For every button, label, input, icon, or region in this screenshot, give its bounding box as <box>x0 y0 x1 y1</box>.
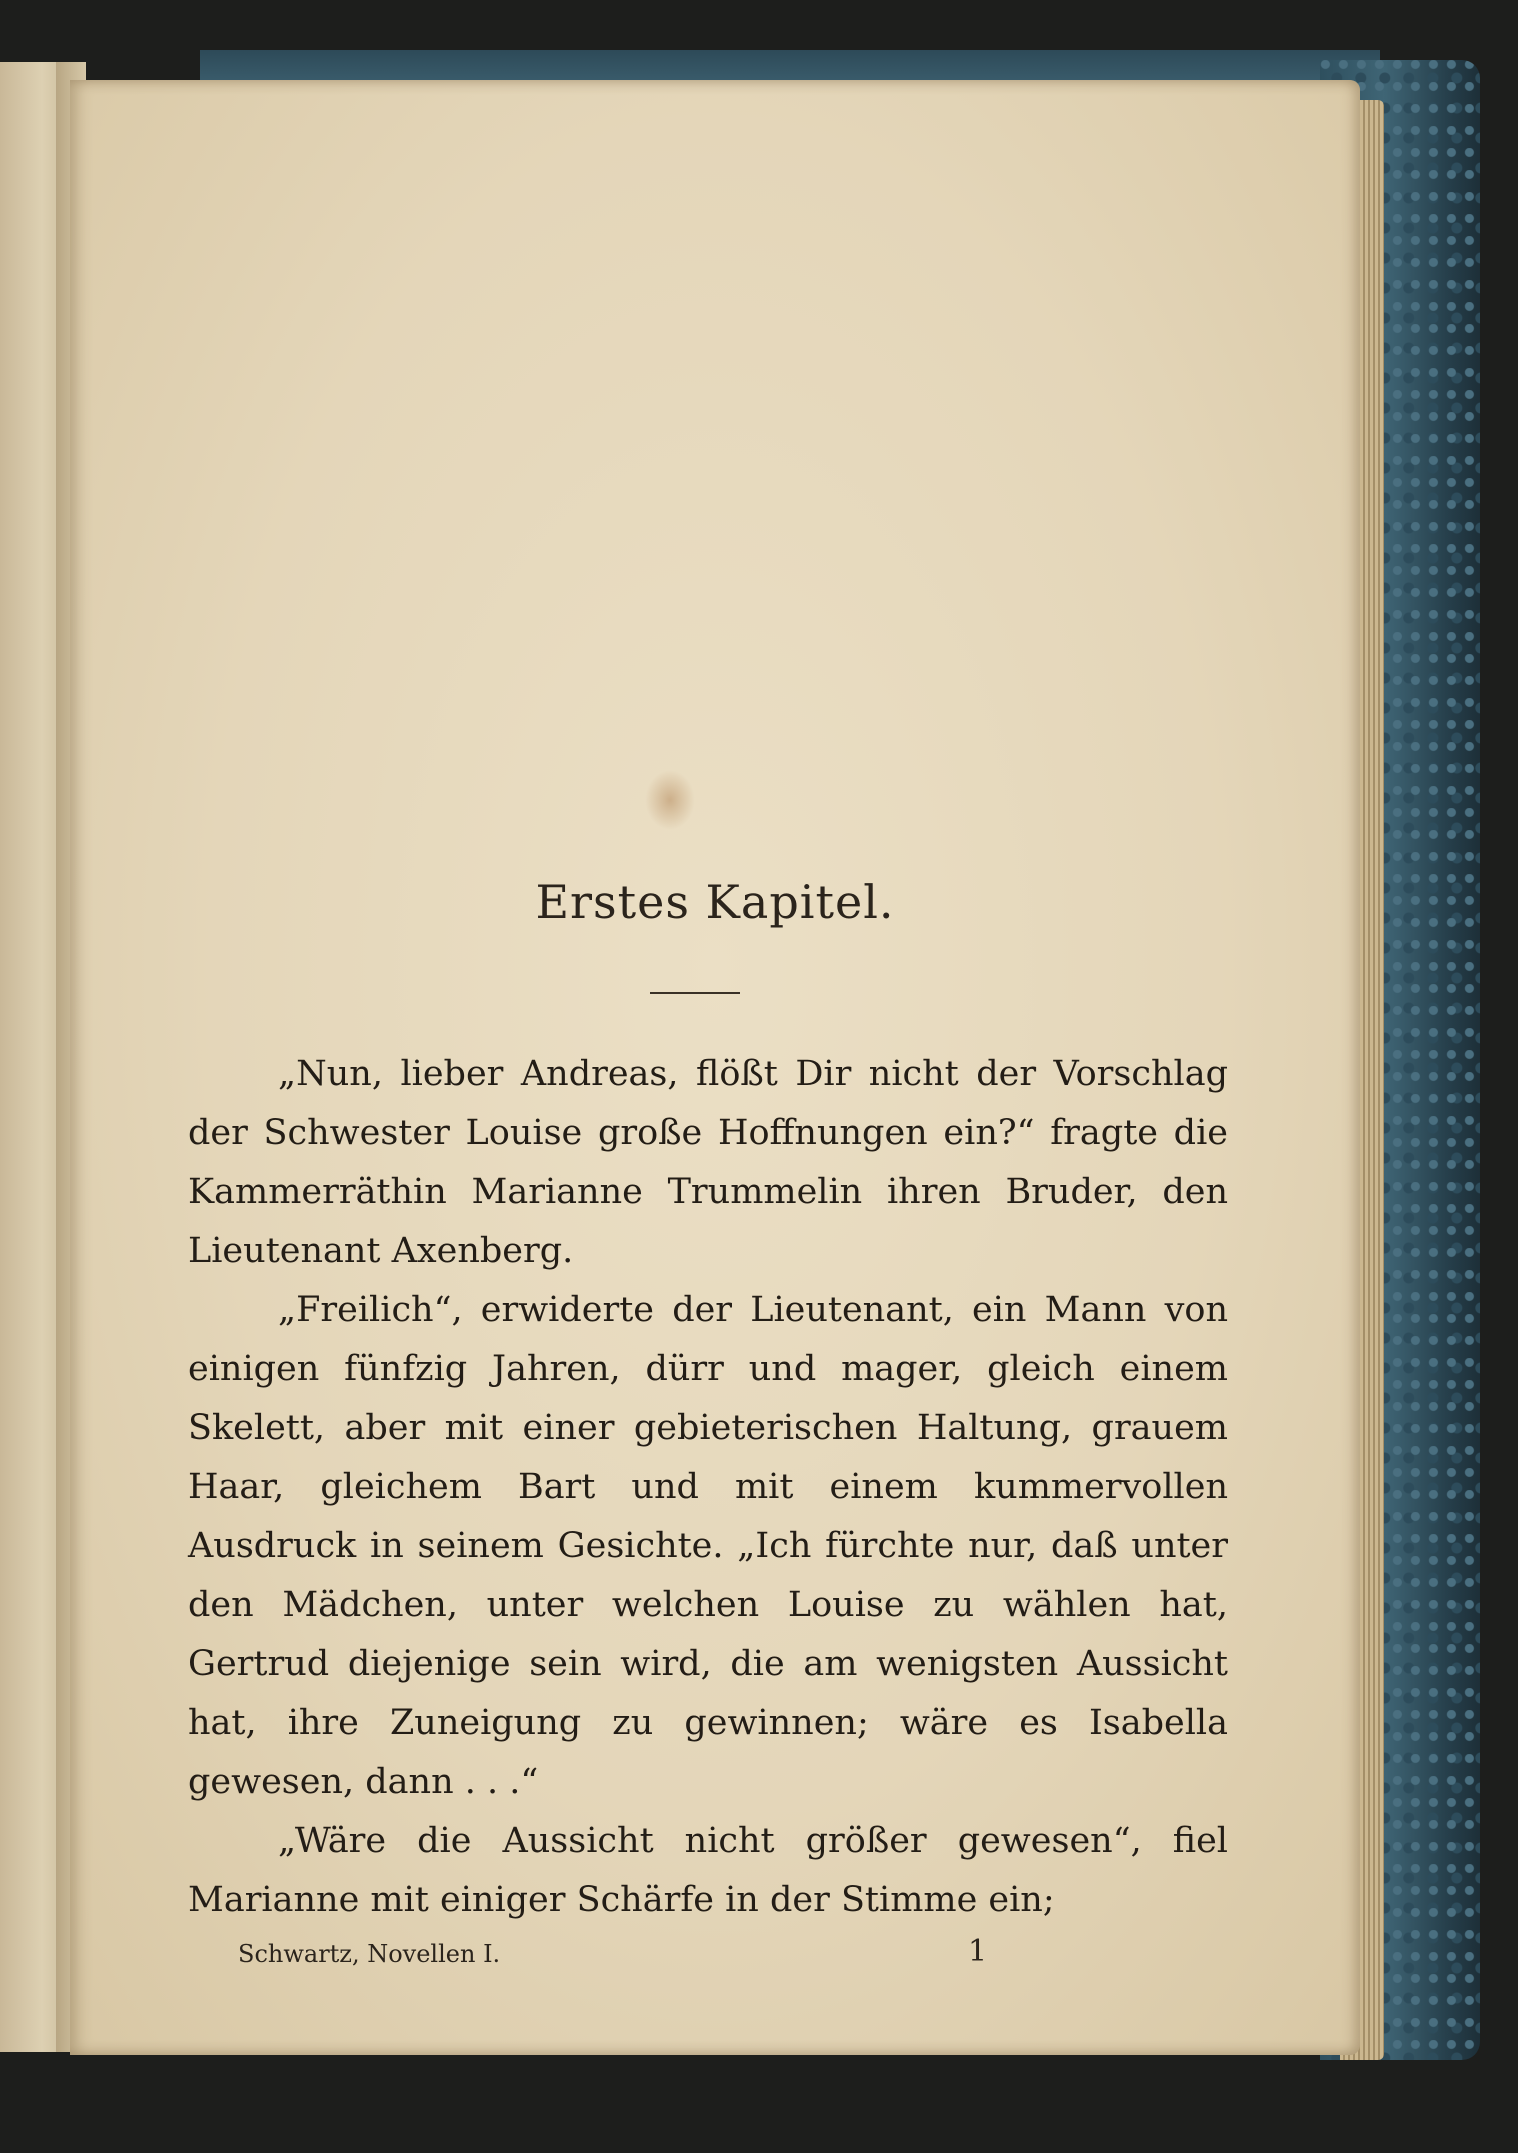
paragraph: „Nun, lieber Andreas, flößt Dir nicht der Vorschlag der Schwester Louise große Hoffnungen ein?“ fragte die Kammerräthin Marianne Trummelin ihren Bruder, den Lieutenant Axenberg. <box>188 1054 1228 1271</box>
page-footer <box>188 1934 1228 1980</box>
paragraph: „Freilich“, erwiderte der Lieutenant, ein Mann von einigen fünfzig Jahren, dürr und mager, gleich einem Skelett, aber mit einer gebieterischen Haltung, grauem Haar, gleichem Bart und mit einem kummervollen Ausdruck in seinem Gesichte. „Ich fürchte nur, daß unter den Mädchen, unter welchen Louise zu wählen hat, Gertrud diejenige sein wird, die am wenigsten Aussicht hat, ihre Zuneigung zu gewinnen; wäre es Isabella gewesen, dann . . .“ <box>188 1290 1228 1802</box>
page-number: 1 <box>968 1934 988 1969</box>
chapter-text <box>188 1045 1228 1930</box>
printer-signature: Schwartz, Novellen I. <box>238 1940 501 1968</box>
book-page <box>70 80 1360 2055</box>
title-rule <box>650 992 740 994</box>
page-stain <box>645 770 695 830</box>
paragraph: „Wäre die Aussicht nicht größer gewesen“, fiel Marianne mit einiger Schärfe in der Stimme ein; <box>188 1821 1228 1920</box>
chapter-title: Erstes Kapitel. <box>535 875 895 929</box>
